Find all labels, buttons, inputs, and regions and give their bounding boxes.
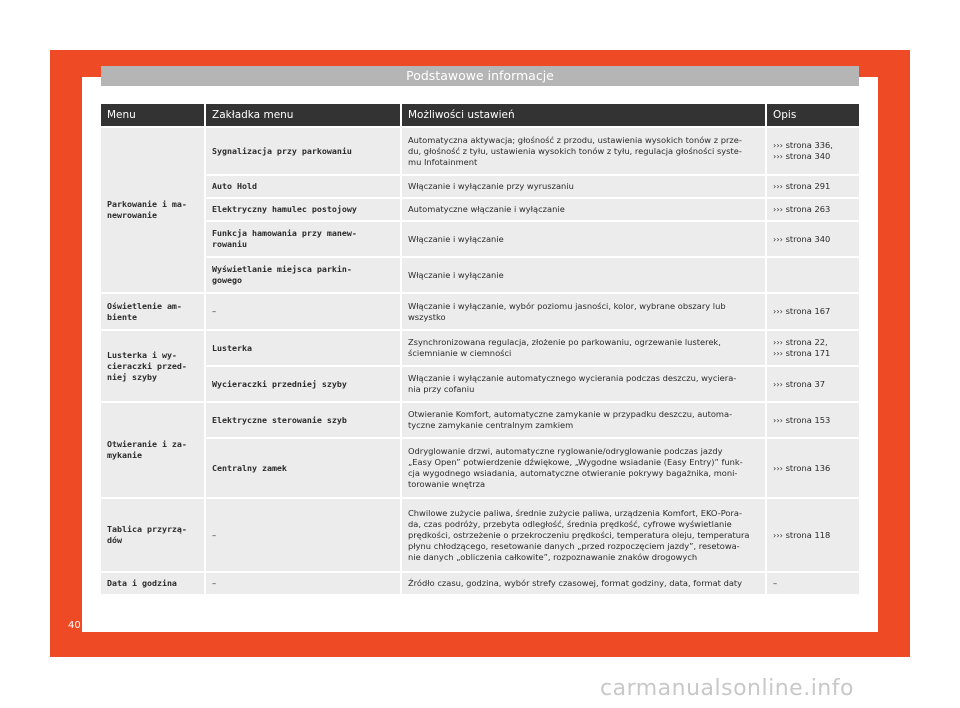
table-row <box>101 176 859 197</box>
options-cell: Włączanie i wyłączanie <box>402 258 767 292</box>
menu-label: Otwieranie i za- mykanie <box>107 439 187 460</box>
table-row <box>101 367 859 401</box>
reference-cell: ››› strona 336, ››› strona 340 <box>767 128 859 174</box>
reference-cell: ››› strona 291 <box>767 176 859 197</box>
menu-cell <box>101 573 206 594</box>
table-row <box>101 573 859 594</box>
menu-cell <box>101 403 206 497</box>
tab-cell: Auto Hold <box>206 176 402 197</box>
reference-cell: ››› strona 136 <box>767 439 859 497</box>
table-row <box>101 199 859 220</box>
page-title: Podstawowe informacje <box>101 66 859 86</box>
menu-label: Tablica przyrzą- dów <box>107 524 187 545</box>
options-cell: Włączanie i wyłączanie <box>402 222 767 256</box>
options-cell: Włączanie i wyłączanie, wybór poziomu jasności, kolor, wybrane obszary lub wszystko <box>402 294 767 329</box>
table-header-row <box>101 104 859 126</box>
options-cell: Źródło czasu, godzina, wybór strefy czasowej, format godziny, data, format daty <box>402 573 767 594</box>
tab-cell: Wyświetlanie miejsca parkin- gowego <box>206 258 402 292</box>
options-cell: Otwieranie Komfort, automatyczne zamykanie w przypadku deszczu, automa- tyczne zamykanie centralnym zamkiem <box>402 403 767 437</box>
reference-cell: ››› strona 37 <box>767 367 859 401</box>
reference-cell: – <box>767 573 859 594</box>
options-cell: Włączanie i wyłączanie przy wyruszaniu <box>402 176 767 197</box>
table-row <box>101 222 859 256</box>
table-row <box>101 331 859 365</box>
options-cell: Automatyczne włączanie i wyłączanie <box>402 199 767 220</box>
menu-cell <box>101 499 206 571</box>
tab-cell: – <box>206 499 402 571</box>
tab-cell: Funkcja hamowania przy manew- rowaniu <box>206 222 402 256</box>
table-row <box>101 403 859 437</box>
settings-table <box>101 102 859 596</box>
table-row <box>101 294 859 329</box>
menu-cell <box>101 331 206 401</box>
watermark: carmanualsonline.info <box>600 676 854 701</box>
reference-cell: ››› strona 118 <box>767 499 859 571</box>
menu-cell <box>101 294 206 329</box>
table-row <box>101 499 859 571</box>
tab-cell: Elektryczne sterowanie szyb <box>206 403 402 437</box>
options-cell: Odryglowanie drzwi, automatyczne ryglowanie/odryglowanie podczas jazdy „Easy Open” potwierdzenie dźwiękowe, „Wygodne wsiadanie (Easy Entry)” funk- cja wygodnego wsiadania, automatyczne otwieranie pokrywy bagażnika, moni- torowanie wnętrza <box>402 439 767 497</box>
header-menu: Menu <box>101 104 206 126</box>
page-number: 40 <box>68 620 81 631</box>
reference-cell: ››› strona 167 <box>767 294 859 329</box>
options-cell: Zsynchronizowana regulacja, złożenie po parkowaniu, ogrzewanie lusterek, ściemnianie w ciemności <box>402 331 767 365</box>
reference-cell: ››› strona 22, ››› strona 171 <box>767 331 859 365</box>
options-cell: Chwilowe zużycie paliwa, średnie zużycie paliwa, urządzenia Komfort, EKO-Pora- da, czas podróży, przebyta odległość, średnia prędkość, cyfrowe wyświetlanie prędkości, ostrzeżenie o przekroczeniu prędkości, temperatura oleju, temperatura płynu chłodzącego, resetowanie danych „przed rozpoczęciem jazdy”, resetowa- nie danych „obliczenia całkowite”, rozpoznawanie znaków drogowych <box>402 499 767 571</box>
tab-cell: Elektryczny hamulec postojowy <box>206 199 402 220</box>
tab-cell: Centralny zamek <box>206 439 402 497</box>
header-tab: Zakładka menu <box>206 104 402 126</box>
menu-label: Parkowanie i ma- newrowanie <box>107 199 187 220</box>
reference-cell: ››› strona 340 <box>767 222 859 256</box>
tab-cell: – <box>206 573 402 594</box>
tab-cell: Sygnalizacja przy parkowaniu <box>206 128 402 174</box>
tab-cell: Lusterka <box>206 331 402 365</box>
menu-cell <box>101 128 206 292</box>
header-options: Możliwości ustawień <box>402 104 767 126</box>
menu-label: Data i godzina <box>107 578 177 588</box>
reference-cell <box>767 258 859 292</box>
reference-cell: ››› strona 263 <box>767 199 859 220</box>
table-row <box>101 258 859 292</box>
table-row <box>101 128 859 174</box>
tab-cell: Wycieraczki przedniej szyby <box>206 367 402 401</box>
options-cell: Automatyczna aktywacja; głośność z przodu, ustawienia wysokich tonów z prze- du, głośność z tyłu, ustawienia wysokich tonów z tyłu, regulacja głośności syste- mu Infotainment <box>402 128 767 174</box>
header-description: Opis <box>767 104 859 126</box>
menu-label: Lusterka i wy- cieraczki przed- niej szyby <box>107 349 187 382</box>
tab-cell: – <box>206 294 402 329</box>
table-row <box>101 439 859 497</box>
menu-label: Oświetlenie am- biente <box>107 300 182 322</box>
reference-cell: ››› strona 153 <box>767 403 859 437</box>
options-cell: Włączanie i wyłączanie automatycznego wycierania podczas deszczu, wyciera- nia przy cofaniu <box>402 367 767 401</box>
